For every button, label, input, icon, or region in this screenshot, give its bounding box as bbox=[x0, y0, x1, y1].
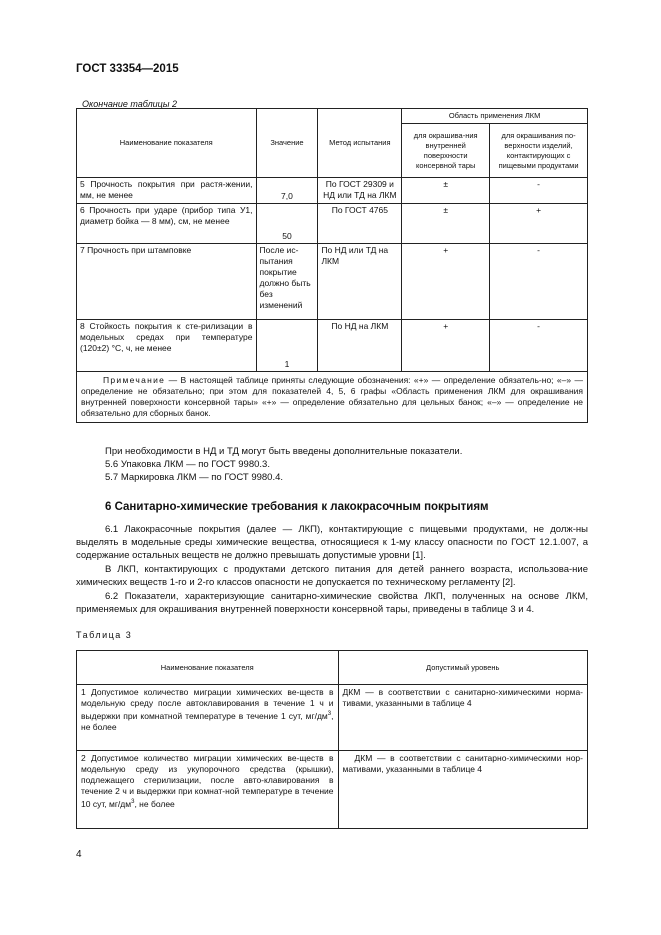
t3-cell-name bbox=[77, 751, 339, 829]
document-code: ГОСТ 33354—2015 bbox=[76, 63, 179, 75]
cell-method: По НД на ЛКМ bbox=[318, 320, 402, 372]
page-number: 4 bbox=[76, 849, 82, 860]
header-method: Метод испытания bbox=[318, 109, 402, 178]
header-inner: для окрашива-ния внутренней поверхности консервной тары bbox=[402, 124, 490, 178]
cell-inner: ± bbox=[402, 204, 490, 244]
table-row bbox=[77, 320, 588, 372]
cell-name: 7 Прочность при штамповке bbox=[77, 244, 257, 320]
table-note bbox=[77, 372, 588, 423]
cell-inner: + bbox=[402, 320, 490, 372]
note-label: Примечание bbox=[103, 375, 166, 385]
header-outer: для окрашивания по-верхности изделий, контактирующих с пищевыми продуктами bbox=[490, 124, 588, 178]
table-row bbox=[77, 685, 588, 751]
t3-name-tail: , не более bbox=[134, 798, 175, 809]
cell-name: 6 Прочность при ударе (прибор типа У1, диаметр бойка — 8 мм), см, не менее bbox=[77, 204, 257, 244]
table-3 bbox=[76, 650, 588, 829]
cell-method: По НД или ТД на ЛКМ bbox=[318, 244, 402, 320]
t3-cell-level: ДКМ — в соответствии с санитарно-химическими норма-тивами, указанными в таблице 4 bbox=[338, 685, 588, 751]
section-6-title: 6 Санитарно-химические требования к лакокрасочным покрытиям bbox=[105, 501, 489, 513]
cell-method: По ГОСТ 29309 и НД или ТД на ЛКМ bbox=[318, 178, 402, 204]
cell-value: 7,0 bbox=[256, 178, 318, 204]
paragraph-6-1-children: В ЛКП, контактирующих с продуктами детского питания для детей раннего возраста, использова-ние химических веществ 1-го и 2-го классов опасности не допускается по техническому регламенту [2]. bbox=[76, 564, 588, 588]
table-row bbox=[77, 204, 588, 244]
t3-header-level: Допустимый уровень bbox=[338, 651, 588, 685]
t3-name-text: 2 Допустимое количество миграции химических ве-ществ в модельную среду из укупорочного средства (крышки), подлежащего стерилизации, после авто-клавирования в течение 2 ч и выдержки при комнат-ной температуре в течение 10 сут, мг/дм bbox=[81, 753, 334, 809]
table-note-row bbox=[77, 372, 588, 423]
table3-caption: Таблица 3 bbox=[76, 630, 133, 640]
cell-value: 1 bbox=[256, 320, 318, 372]
paragraph-5-7: 5.7 Маркировка ЛКМ — по ГОСТ 9980.4. bbox=[105, 472, 284, 483]
cell-outer: - bbox=[490, 320, 588, 372]
paragraph-5-6: 5.6 Упаковка ЛКМ — по ГОСТ 9980.3. bbox=[105, 459, 270, 470]
cell-outer: + bbox=[490, 204, 588, 244]
table-row bbox=[77, 178, 588, 204]
table-row bbox=[77, 244, 588, 320]
t3-cell-level: ДКМ — в соответствии с санитарно-химическими нор-мативами, указанными в таблице 4 bbox=[338, 751, 588, 829]
cell-inner: ± bbox=[402, 178, 490, 204]
paragraph-6-2: 6.2 Показатели, характеризующие санитарно-химические свойства ЛКП, полученных на основе ЛКМ, применяемых для окрашивания внутренней поверхности консервной тары, приведены в таблице 3 и 4. bbox=[76, 591, 588, 615]
t3-header-name: Наименование показателя bbox=[77, 651, 339, 685]
t3-name-text: 1 Допустимое количество миграции химических ве-ществ в модельную среду после автоклавирования в течение 1 ч и выдержки при комнатной температуре в течение 1 сут, мг/дм bbox=[81, 687, 334, 721]
cell-name: 8 Стойкость покрытия к сте-рилизации в модельных средах при температуре (120±2) °С, ч, не менее bbox=[77, 320, 257, 372]
paragraph-6-1: 6.1 Лакокрасочные покрытия (далее — ЛКП), контактирующие с пищевыми продуктами, не долж-ны выделять в модельные среды химические вещества, относящиеся к 1-му классу опасности по ГОСТ 12.1.007, а содержание остальных веществ не должно превышать допустимые уровни [1]. bbox=[76, 524, 588, 561]
table-2 bbox=[76, 108, 588, 423]
paragraph-extra-indicators: При необходимости в НД и ТД могут быть введены дополнительные показатели. bbox=[105, 446, 463, 457]
header-value: Значение bbox=[256, 109, 318, 178]
t3-name-tail: , не более bbox=[81, 710, 334, 732]
table-row bbox=[77, 751, 588, 829]
cell-method: По ГОСТ 4765 bbox=[318, 204, 402, 244]
note-text: — В настоящей таблице приняты следующие обозначения: «+» — определение обязатель-но; «–» — определение не обязательно; при этом для показателей 4, 5, 6 графы «Область применения ЛКМ для окрашивания внутренней поверхности консервной тары» «+» — определение обязательно для цельных банок; «–» — определение не обязательно для сборных банок. bbox=[81, 375, 583, 418]
t3-cell-name bbox=[77, 685, 339, 751]
header-name: Наименование показателя bbox=[77, 109, 257, 178]
cell-value: 50 bbox=[256, 204, 318, 244]
t3-unit-superscript: 3 bbox=[131, 799, 135, 805]
cell-name: 5 Прочность покрытия при растя-жении, мм, не менее bbox=[77, 178, 257, 204]
header-area: Область применения ЛКМ bbox=[402, 109, 588, 124]
t3-unit-superscript: 3 bbox=[327, 711, 332, 717]
table2-caption: Окончание таблицы 2 bbox=[82, 99, 177, 109]
cell-inner: + bbox=[402, 244, 490, 320]
cell-outer: - bbox=[490, 178, 588, 204]
cell-value: После ис-пытания покрытие должно быть без изменений bbox=[256, 244, 318, 320]
cell-outer: - bbox=[490, 244, 588, 320]
